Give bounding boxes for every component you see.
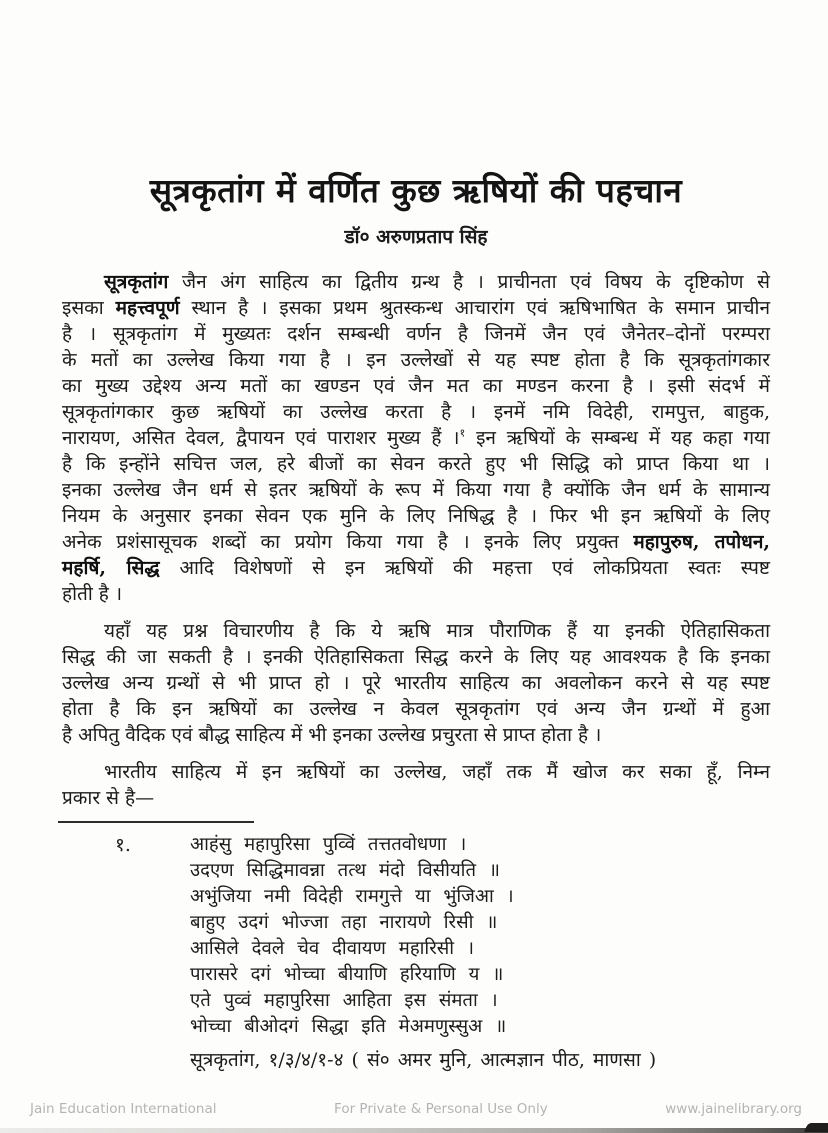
line-text: यहाँ यह प्रश्न विचारणीय है कि ये ऋषि मात्र पौराणिक हैं या इनकी ऐतिहासिकता bbox=[104, 620, 770, 642]
text-line bbox=[62, 759, 770, 785]
line-text: है । सूत्रकृतांग में मुख्यतः दर्शन सम्बन्धी वर्णन है जिनमें जैन एवं जैनेतर–दोनों परम्परा bbox=[62, 323, 770, 345]
text-line bbox=[62, 722, 770, 748]
text-line bbox=[62, 347, 770, 373]
scan-corner-artifact bbox=[804, 1123, 828, 1132]
text-line bbox=[62, 321, 770, 347]
line-text: सिद्ध की जा सकती है । इनकी ऐतिहासिकता सिद्ध करने के लिए यह आवश्यक है कि इनका bbox=[62, 646, 770, 668]
footnote-citation: सूत्रकृतांग, १/३/४/१-४ ( सं० अमर मुनि, आत्मज्ञान पीठ, माणसा ) bbox=[190, 1049, 657, 1071]
footer-center-text: For Private & Personal Use Only bbox=[334, 1101, 548, 1117]
page-footer bbox=[30, 1101, 802, 1117]
text-line bbox=[62, 269, 770, 295]
line-text: प्रकार से है— bbox=[62, 787, 155, 809]
article-author: डॉ० अरुणप्रताप सिंह bbox=[344, 226, 488, 248]
footnote-verses bbox=[190, 832, 770, 1040]
line-text: होती है । bbox=[62, 583, 123, 605]
line-text: इनका उल्लेख जैन धर्म से इतर ऋषियों के रूप में किया गया है क्योंकि जैन धर्म के सामान्य bbox=[62, 479, 770, 501]
verse-line: भोच्चा बीओदगं सिद्धा इति मेअमणुस्सुअ ॥ bbox=[190, 1016, 507, 1037]
line-text: जैन अंग साहित्य का द्वितीय ग्रन्थ है । प्राचीनता एवं विषय के दृष्टिकोण से bbox=[168, 271, 770, 293]
text-line bbox=[62, 503, 770, 529]
line-text: भारतीय साहित्य में इन ऋषियों का उल्लेख, जहाँ तक मैं खोज कर सका हूँ, निम्न bbox=[104, 761, 770, 783]
emphasized-text: महापुरुष, तपोधन, bbox=[633, 531, 770, 553]
text-line bbox=[62, 399, 770, 425]
verse-line: आसिले देवले चेव दीवायण महारिसी । bbox=[190, 938, 474, 959]
article-title: सूत्रकृतांग में वर्णित कुछ ऋषियों की पहचान bbox=[149, 171, 683, 210]
footnote-block bbox=[115, 832, 770, 1040]
text-line bbox=[62, 555, 770, 581]
line-text: है अपितु वैदिक एवं बौद्ध साहित्य में भी इनका उल्लेख प्रचुरता से प्राप्त होता है । bbox=[62, 724, 602, 746]
text-line bbox=[62, 425, 770, 451]
verse-line: आहंसु महापुरिसा पुव्विं तत्ततवोधणा । bbox=[190, 834, 467, 855]
text-line bbox=[62, 618, 770, 644]
text-line bbox=[62, 644, 770, 670]
page-content bbox=[62, 168, 770, 1073]
paragraph-1 bbox=[62, 269, 770, 607]
text-line bbox=[62, 451, 770, 477]
line-text: सूत्रकृतांगकार कुछ ऋषियों का उल्लेख करता है । इनमें नमि विदेही, रामपुत्त, बाहुक, bbox=[62, 401, 770, 423]
emphasized-text: महत्त्वपूर्ण bbox=[115, 297, 180, 319]
line-text: उल्लेख अन्य ग्रन्थों से भी प्राप्त हो । पूरे भारतीय साहित्य का अवलोकन करने से यह स्पष्ट bbox=[62, 672, 770, 694]
line-text: नियम के अनुसार इनका सेवन एक मुनि के लिए निषिद्ध है । फिर भी इन ऋषियों के लिए bbox=[62, 505, 770, 527]
text-line bbox=[62, 581, 770, 607]
line-text: के मतों का उल्लेख किया गया है । इन उल्लेखों से यह स्पष्ट होता है कि सूत्रकृतांगकार bbox=[62, 349, 770, 371]
line-text: है कि इन्होंने सचित्त जल, हरे बीजों का सेवन करते हुए भी सिद्धि को प्राप्त किया था । bbox=[62, 453, 770, 475]
line-text: आदि विशेषणों से इन ऋषियों की महत्ता एवं लोकप्रियता स्वतः स्पष्ट bbox=[159, 557, 770, 579]
paragraph-2 bbox=[62, 618, 770, 748]
footnote-number: १. bbox=[115, 834, 131, 856]
footer-left-text: Jain Education International bbox=[30, 1101, 217, 1117]
verse-line: उदएण सिद्धिमावन्ना तत्थ मंदो विसीयति ॥ bbox=[190, 860, 500, 881]
emphasized-text: सूत्रकृतांग bbox=[104, 271, 169, 293]
text-line bbox=[62, 785, 770, 811]
verse-line: बाहुए उदगं भोज्जा तहा नारायणे रिसी ॥ bbox=[190, 912, 498, 933]
scan-bottom-edge-shadow bbox=[0, 1128, 828, 1133]
line-text: स्थान है । इसका प्रथम श्रुतस्कन्ध आचारांग एवं ऋषिभाषित के समान प्राचीन bbox=[179, 297, 770, 319]
emphasized-text: महर्षि, सिद्ध bbox=[62, 557, 160, 579]
footer-right-text: www.jainelibrary.org bbox=[665, 1101, 802, 1117]
footnote-separator-rule bbox=[58, 821, 254, 823]
text-line bbox=[62, 696, 770, 722]
text-line bbox=[62, 529, 770, 555]
footnote-ref-marker: १ bbox=[459, 426, 466, 440]
verse-line: अभुंजिया नमी विदेही रामगुत्ते या भुंजिआ । bbox=[190, 886, 514, 907]
verse-line: एते पुव्वं महापुरिसा आहिता इस संमता । bbox=[190, 990, 498, 1011]
line-text: का मुख्य उद्देश्य अन्य मतों का खण्डन एवं जैन मत का मण्डन करना है । इसी संदर्भ में bbox=[62, 375, 770, 397]
text-line bbox=[62, 295, 770, 321]
text-line bbox=[62, 670, 770, 696]
verse-line: पारासरे दगं भोच्चा बीयाणि हरियाणि य ॥ bbox=[190, 964, 504, 985]
line-text: होता है कि इन ऋषियों का उल्लेख न केवल सूत्रकृतांग एवं अन्य जैन ग्रन्थों में हुआ bbox=[62, 698, 770, 720]
text-line bbox=[62, 373, 770, 399]
line-text: इन ऋषियों के सम्बन्ध में यह कहा गया bbox=[465, 427, 770, 449]
line-text: अनेक प्रशंसासूचक शब्दों का प्रयोग किया गया है । इनके लिए प्रयुक्त bbox=[62, 531, 634, 553]
line-text: नारायण, असित देवल, द्वैपायन एवं पाराशर मुख्य हैं । bbox=[62, 427, 460, 449]
text-line bbox=[62, 477, 770, 503]
line-text: इसका bbox=[62, 297, 116, 319]
paragraph-3 bbox=[62, 759, 770, 811]
